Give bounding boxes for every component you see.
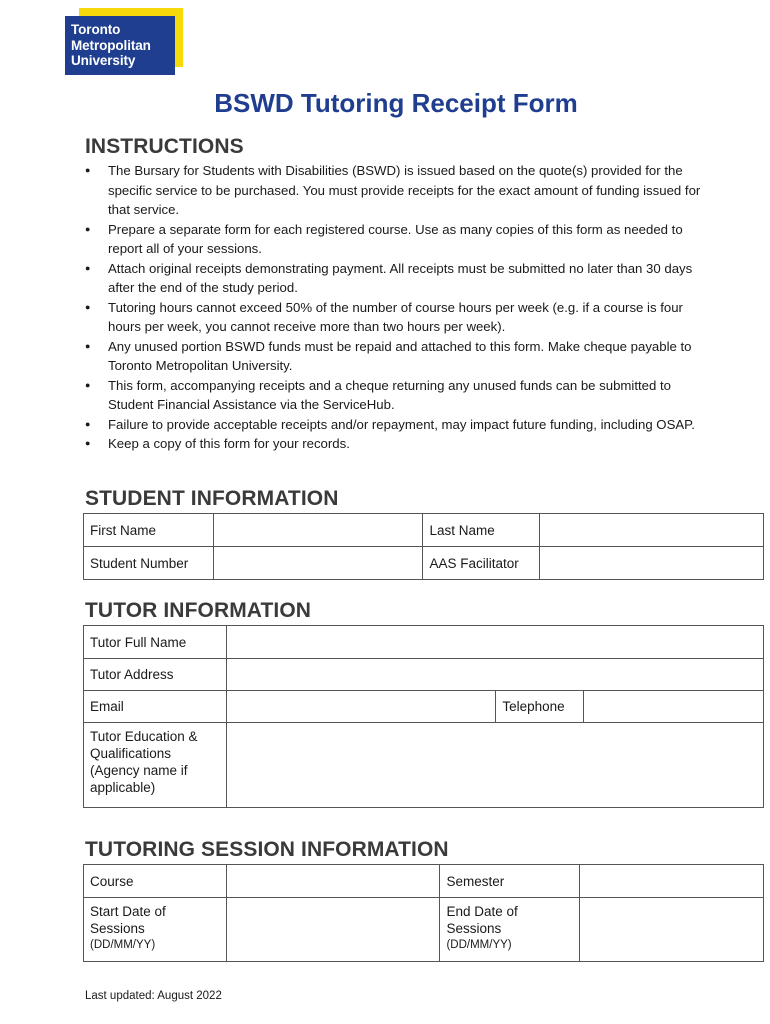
logo-line-1: Toronto <box>71 22 121 37</box>
tutor-name-field[interactable] <box>226 626 763 659</box>
last-name-field[interactable] <box>540 514 764 547</box>
list-item: ● Attach original receipts demonstrating payment. All receipts must be submitted no later than 30 days after the end of the study period. <box>85 259 715 298</box>
end-date-line-2: Sessions <box>446 921 502 936</box>
tutor-address-label: Tutor Address <box>84 659 227 691</box>
last-name-label: Last Name <box>423 514 540 547</box>
university-logo <box>65 8 183 75</box>
course-label: Course <box>84 865 227 898</box>
list-item: ● Keep a copy of this form for your records. <box>85 434 715 454</box>
tutor-address-field[interactable] <box>226 659 763 691</box>
tutor-info-table <box>83 625 764 808</box>
end-date-line-1: End Date of <box>446 904 518 919</box>
session-info-table <box>83 864 764 962</box>
aas-facilitator-field[interactable] <box>540 547 764 580</box>
qualifications-line-4: applicable) <box>90 780 156 795</box>
list-item: ● The Bursary for Students with Disabilities (BSWD) is issued based on the quote(s) provided for the specific service to be purchased. You must provide receipts for the exact amount of funding issued for that service. <box>85 161 715 220</box>
list-item: ● Tutoring hours cannot exceed 50% of the number of course hours per week (e.g. if a course is four hours per week, you cannot receive more than two hours per week). <box>85 298 715 337</box>
list-item: ● Prepare a separate form for each registered course. Use as many copies of this form as needed to report all of your sessions. <box>85 220 715 259</box>
start-date-label <box>84 898 227 962</box>
session-info-heading: TUTORING SESSION INFORMATION <box>85 838 449 861</box>
list-item: ● Failure to provide acceptable receipts and/or repayment, may impact future funding, including OSAP. <box>85 415 715 435</box>
logo-line-2: Metropolitan <box>71 37 151 53</box>
course-field[interactable] <box>226 865 440 898</box>
last-updated-footer: Last updated: August 2022 <box>85 990 222 1002</box>
instructions-list <box>85 161 715 454</box>
tutor-name-label: Tutor Full Name <box>84 626 227 659</box>
aas-facilitator-label: AAS Facilitator <box>423 547 540 580</box>
instructions-heading: INSTRUCTIONS <box>85 135 244 158</box>
semester-field[interactable] <box>580 865 764 898</box>
tutor-info-heading: TUTOR INFORMATION <box>85 599 312 622</box>
end-date-format: (DD/MM/YY) <box>446 939 512 951</box>
page-title: BSWD Tutoring Receipt Form <box>214 88 578 118</box>
start-date-field[interactable] <box>226 898 440 962</box>
student-number-field[interactable] <box>213 547 423 580</box>
telephone-label: Telephone <box>496 691 584 723</box>
email-label: Email <box>84 691 227 723</box>
qualifications-field[interactable] <box>226 723 763 808</box>
end-date-field[interactable] <box>580 898 764 962</box>
start-date-line-1: Start Date of <box>90 904 166 919</box>
student-info-heading: STUDENT INFORMATION <box>85 487 339 510</box>
qualifications-line-3: (Agency name if <box>90 763 188 778</box>
logo-wordmark <box>71 22 151 69</box>
qualifications-line-1: Tutor Education & <box>90 729 198 744</box>
start-date-line-2: Sessions <box>90 921 145 936</box>
start-date-format: (DD/MM/YY) <box>90 939 156 951</box>
student-number-label: Student Number <box>84 547 214 580</box>
semester-label: Semester <box>440 865 580 898</box>
telephone-field[interactable] <box>584 691 764 723</box>
logo-line-3: University <box>71 53 136 68</box>
email-field[interactable] <box>226 691 495 723</box>
first-name-field[interactable] <box>213 514 423 547</box>
first-name-label: First Name <box>84 514 214 547</box>
end-date-label <box>440 898 580 962</box>
list-item: ● This form, accompanying receipts and a cheque returning any unused funds can be submitted to Student Financial Assistance via the ServiceHub. <box>85 376 715 415</box>
student-info-table <box>83 513 764 580</box>
list-item: ● Any unused portion BSWD funds must be repaid and attached to this form. Make cheque payable to Toronto Metropolitan University. <box>85 337 715 376</box>
qualifications-label <box>84 723 227 808</box>
qualifications-line-2: Qualifications <box>90 746 172 761</box>
